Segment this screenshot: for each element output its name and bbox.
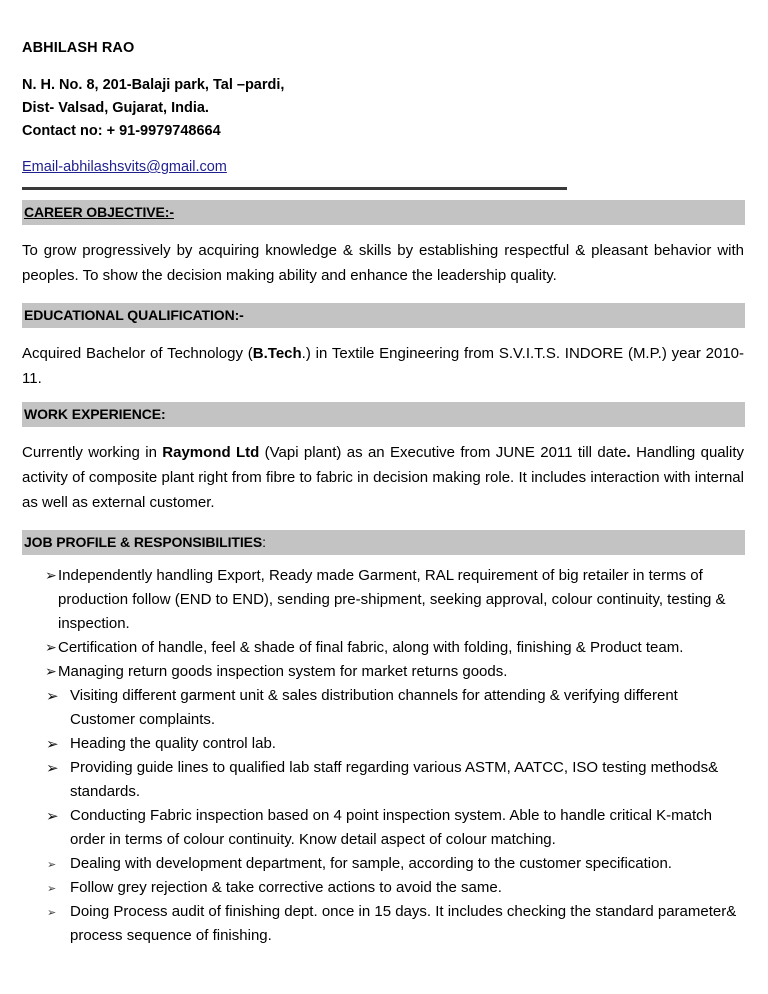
horizontal-rule [22, 187, 567, 190]
arrowhead-bullet-icon: ➢ [45, 640, 57, 656]
list-item-text: Managing return goods inspection system for market returns goods. [58, 663, 508, 680]
email-link[interactable]: Email-abhilashsvits@gmail.com [22, 159, 227, 175]
arrowhead-bullet-icon: ➢ [46, 735, 59, 753]
list-item [22, 684, 746, 732]
email-line [22, 159, 746, 175]
list-item [22, 804, 746, 852]
arrowhead-bullet-icon: ➢ [47, 882, 57, 895]
list-item [22, 660, 746, 684]
arrowhead-bullet-icon: ➢ [47, 906, 57, 919]
employer-name: Raymond Ltd [162, 444, 260, 461]
educational-qualification-body [22, 341, 746, 391]
list-item-text: Conducting Fabric inspection based on 4 point inspection system. Able to handle critical K-match order in terms of colour continuity. Know detail aspect of colour matching. [70, 807, 713, 848]
section-heading-work-experience-label: WORK EXPERIENCE: [24, 406, 166, 422]
arrowhead-bullet-icon: ➢ [47, 858, 57, 871]
candidate-name: ABHILASH RAO [22, 40, 135, 56]
section-heading-job-profile-colon: : [262, 534, 266, 550]
list-item-text: Heading the quality control lab. [70, 735, 276, 752]
list-item-text: Certification of handle, feel & shade of final fabric, along with folding, finishing & Product team. [58, 639, 684, 656]
education-degree-abbr: B.Tech [252, 345, 302, 362]
list-item-text: Dealing with development department, for sample, according to the customer specification. [70, 855, 672, 872]
list-item [22, 756, 746, 804]
arrowhead-bullet-icon: ➢ [46, 759, 59, 777]
section-heading-work-experience [22, 402, 745, 427]
list-item [22, 732, 746, 756]
section-heading-educational-qualification-label: EDUCATIONAL QUALIFICATION:- [24, 307, 244, 323]
list-item [22, 564, 746, 636]
arrowhead-bullet-icon: ➢ [46, 687, 59, 705]
list-item [22, 636, 746, 660]
list-item [22, 900, 746, 948]
list-item-text: Doing Process audit of finishing dept. once in 15 days. It includes checking the standard parameter& process sequence of finishing. [70, 903, 737, 944]
work-text-post: Handling quality activity of composite plant right from fibre to fabric in decision making role. It includes interaction with internal as well as external customer. [22, 444, 744, 511]
list-item-text: Independently handling Export, Ready made Garment, RAL requirement of big retailer in terms of production follow (END to END), sending pre-shipment, seeking approval, colour continuity, testing & inspection. [58, 567, 726, 632]
address-block [22, 74, 746, 143]
arrowhead-bullet-icon: ➢ [45, 568, 57, 584]
list-item-text: Providing guide lines to qualified lab staff regarding various ASTM, AATCC, ISO testing methods& standards. [70, 759, 719, 800]
arrowhead-bullet-icon: ➢ [45, 664, 57, 680]
work-text-mid: (Vapi plant) as an Executive from JUNE 2011 till date [259, 444, 627, 461]
section-heading-educational-qualification [22, 303, 745, 328]
address-line-1: N. H. No. 8, 201-Balaji park, Tal –pardi, [22, 77, 285, 93]
list-item [22, 852, 746, 876]
career-objective-body: To grow progressively by acquiring knowledge & skills by establishing respectful & pleasant behavior with peoples. To show the decision making ability and enhance the leadership quality. [22, 242, 744, 284]
section-heading-job-profile-label: JOB PROFILE & RESPONSIBILITIES [24, 534, 263, 550]
section-heading-job-profile [22, 530, 745, 555]
education-text-post: .) in Textile Engineering from S.V.I.T.S. INDORE (M.P.) year 2010-11. [22, 345, 744, 387]
work-text-pre: Currently working in [22, 444, 163, 461]
address-line-2: Dist- Valsad, Gujarat, India. [22, 100, 209, 116]
list-item [22, 876, 746, 900]
contact-number-line: Contact no: + 91-9979748664 [22, 123, 221, 139]
arrowhead-bullet-icon: ➢ [46, 807, 59, 825]
education-text-pre: Acquired Bachelor of Technology ( [22, 345, 253, 362]
job-profile-bullet-list [22, 564, 746, 948]
list-item-text: Visiting different garment unit & sales distribution channels for attending & verifying different Customer complaints. [70, 687, 678, 728]
work-text-bold-period: . [626, 444, 631, 461]
section-heading-career-objective [22, 200, 745, 225]
work-experience-body [22, 440, 746, 515]
section-heading-career-objective-label: CAREER OBJECTIVE:- [24, 204, 174, 220]
list-item-text: Follow grey rejection & take corrective actions to avoid the same. [70, 879, 502, 896]
